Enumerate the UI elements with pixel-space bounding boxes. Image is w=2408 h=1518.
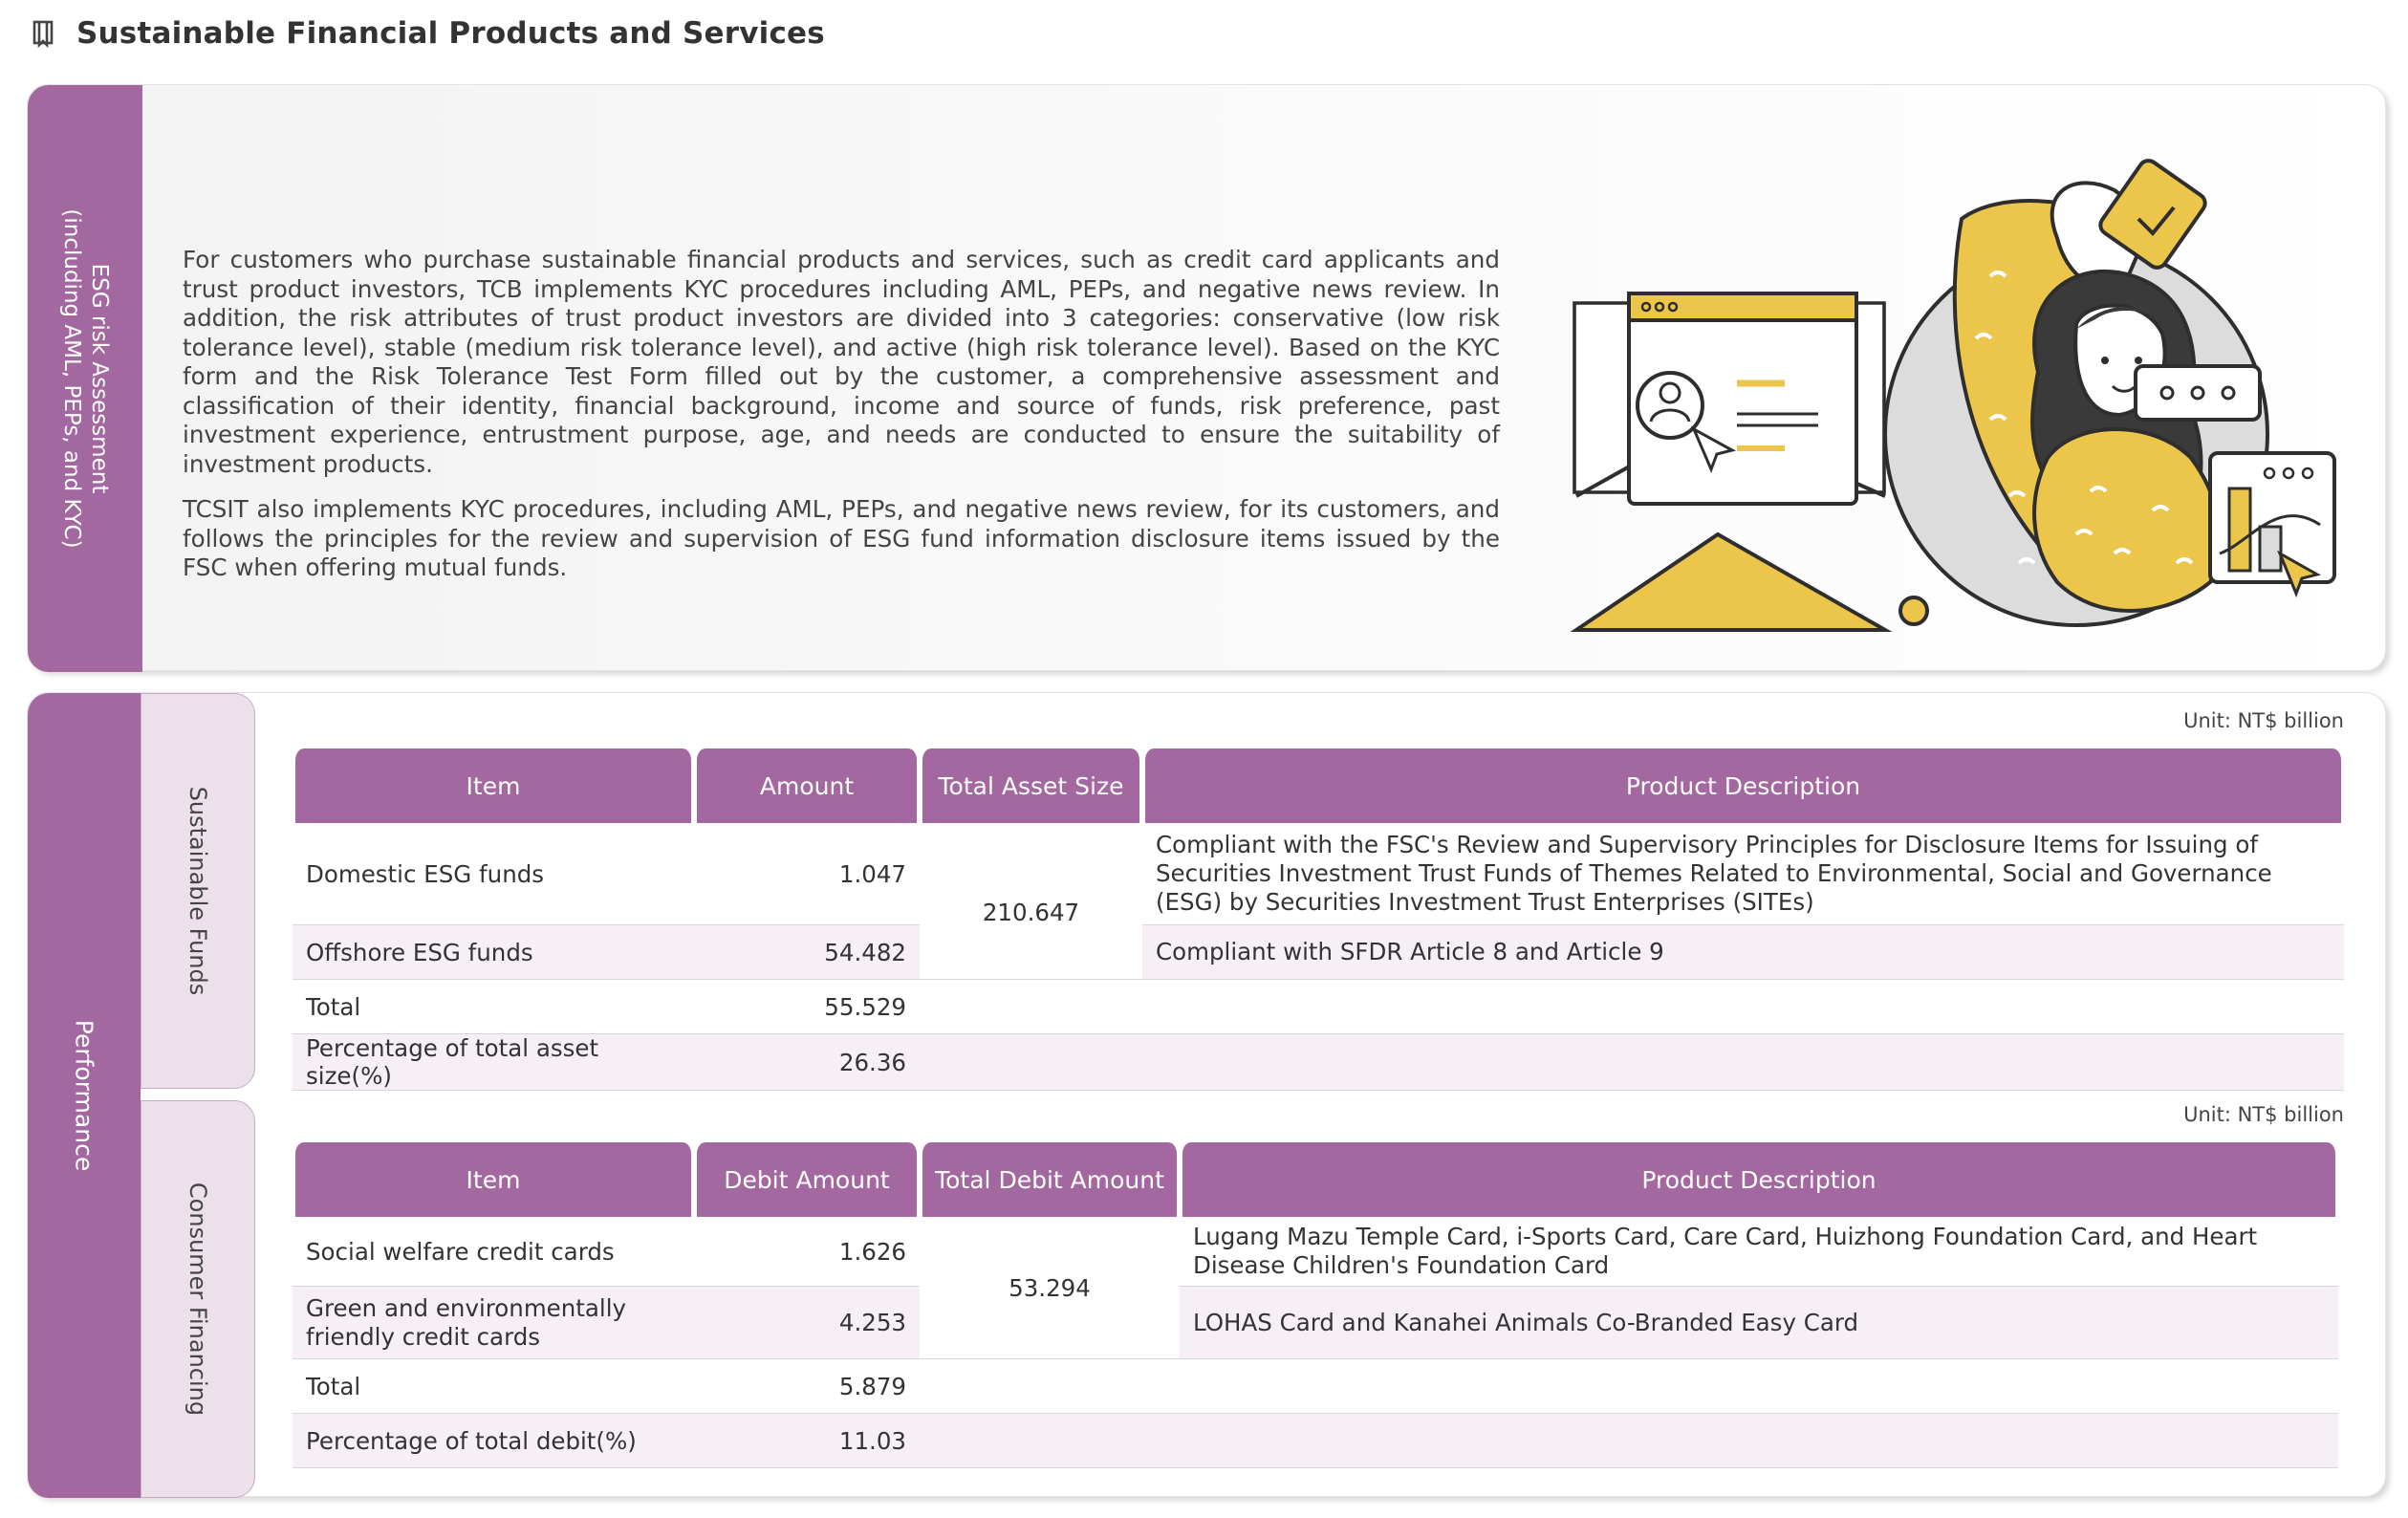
description-cell: LOHAS Card and Kanahei Animals Co-Branded Easy Card — [1180, 1287, 2338, 1359]
funds-unit-label: Unit: NT$ billion — [2183, 709, 2344, 732]
item-cell: Percentage of total asset size(%) — [293, 1034, 694, 1091]
column-header: Product Description — [1142, 748, 2344, 823]
consumer-financing-table — [293, 1142, 2338, 1468]
consumer-financing-tab-label: Consumer Financing — [184, 1182, 211, 1417]
table-header-row — [293, 748, 2344, 823]
bookmark-icon — [31, 19, 55, 48]
esg-tab-label: ESG risk Assessment (including AML, PEPs, and KYC) — [59, 208, 112, 549]
amount-cell: 4.253 — [694, 1287, 920, 1359]
performance-tab-label: Performance — [70, 1019, 98, 1172]
column-header: Item — [293, 748, 694, 823]
column-header: Item — [293, 1142, 694, 1217]
amount-cell: 5.879 — [694, 1359, 920, 1414]
esg-risk-assessment-tab — [28, 85, 142, 672]
item-cell: Social welfare credit cards — [293, 1217, 694, 1287]
esg-risk-assessment-card — [27, 84, 2386, 671]
item-cell: Total — [293, 980, 694, 1034]
item-cell: Domestic ESG funds — [293, 823, 694, 925]
description-cell: Lugang Mazu Temple Card, i-Sports Card, Care Card, Huizhong Foundation Card, and Heart Disease Children's Foundation Card — [1180, 1217, 2338, 1287]
item-cell: Total — [293, 1359, 694, 1414]
table-row — [293, 1217, 2338, 1287]
table-row — [293, 1287, 2338, 1359]
table-row-total — [293, 980, 2344, 1034]
amount-cell: 54.482 — [694, 925, 920, 980]
table-row-total — [293, 1359, 2338, 1414]
description-cell: Compliant with the FSC's Review and Supervisory Principles for Disclosure Items for Issuing of Securities Investment Trust Funds of Themes Related to Environmental, Social and Governance (ESG) by Securities Investment Trust Enterprises (SITEs) — [1142, 823, 2344, 925]
amount-cell: 55.529 — [694, 980, 920, 1034]
page-title: Sustainable Financial Products and Services — [76, 16, 825, 51]
table-header-row — [293, 1142, 2338, 1217]
table-row — [293, 925, 2344, 980]
amount-cell: 1.626 — [694, 1217, 920, 1287]
table-row — [293, 823, 2344, 925]
column-header: Amount — [694, 748, 920, 823]
kyc-woman-illustration — [1541, 133, 2354, 649]
esg-paragraph-1: For customers who purchase sustainable financial products and services, such as credit card applicants and trust product investors, TCB implements KYC procedures including AML, PEPs, and negative news review. In addition, the risk attributes of trust product investors are divided into 3 categories: conservative (low risk tolerance level), stable (medium risk tolerance level), and active (high risk tolerance level). Based on the KYC form and the Risk Tolerance Test Form filled out by the customer, a comprehensive assessment and classification of their identity, financial background, income and source of funds, risk preference, past investment experience, entrustment purpose, age, and needs are conducted to ensure the suitability of investment products. — [183, 246, 1500, 478]
column-header: Total Debit Amount — [920, 1142, 1180, 1217]
amount-cell: 26.36 — [694, 1034, 920, 1091]
table-row-percentage — [293, 1414, 2338, 1468]
column-header: Debit Amount — [694, 1142, 920, 1217]
item-cell: Green and environmentally friendly credit cards — [293, 1287, 694, 1359]
consumer-unit-label: Unit: NT$ billion — [2183, 1103, 2344, 1126]
sustainable-funds-tab — [141, 693, 255, 1089]
esg-description — [183, 246, 1500, 583]
item-cell: Percentage of total debit(%) — [293, 1414, 694, 1468]
consumer-financing-tab — [141, 1100, 255, 1498]
page-header — [31, 10, 825, 57]
total-asset-size-cell: 210.647 — [920, 823, 1142, 980]
performance-tab — [28, 693, 141, 1498]
column-header: Product Description — [1180, 1142, 2338, 1217]
amount-cell: 11.03 — [694, 1414, 920, 1468]
esg-paragraph-2: TCSIT also implements KYC procedures, including AML, PEPs, and negative news review, for its customers, and follows the principles for the review and supervision of ESG fund information disclosure items issued by the FSC when offering mutual funds. — [183, 495, 1500, 581]
item-cell: Offshore ESG funds — [293, 925, 694, 980]
table-row-percentage — [293, 1034, 2344, 1091]
description-cell: Compliant with SFDR Article 8 and Article 9 — [1142, 925, 2344, 980]
column-header: Total Asset Size — [920, 748, 1142, 823]
amount-cell: 1.047 — [694, 823, 920, 925]
sustainable-funds-table — [293, 748, 2344, 1091]
total-debit-amount-cell: 53.294 — [920, 1217, 1180, 1359]
sustainable-funds-tab-label: Sustainable Funds — [184, 786, 211, 996]
